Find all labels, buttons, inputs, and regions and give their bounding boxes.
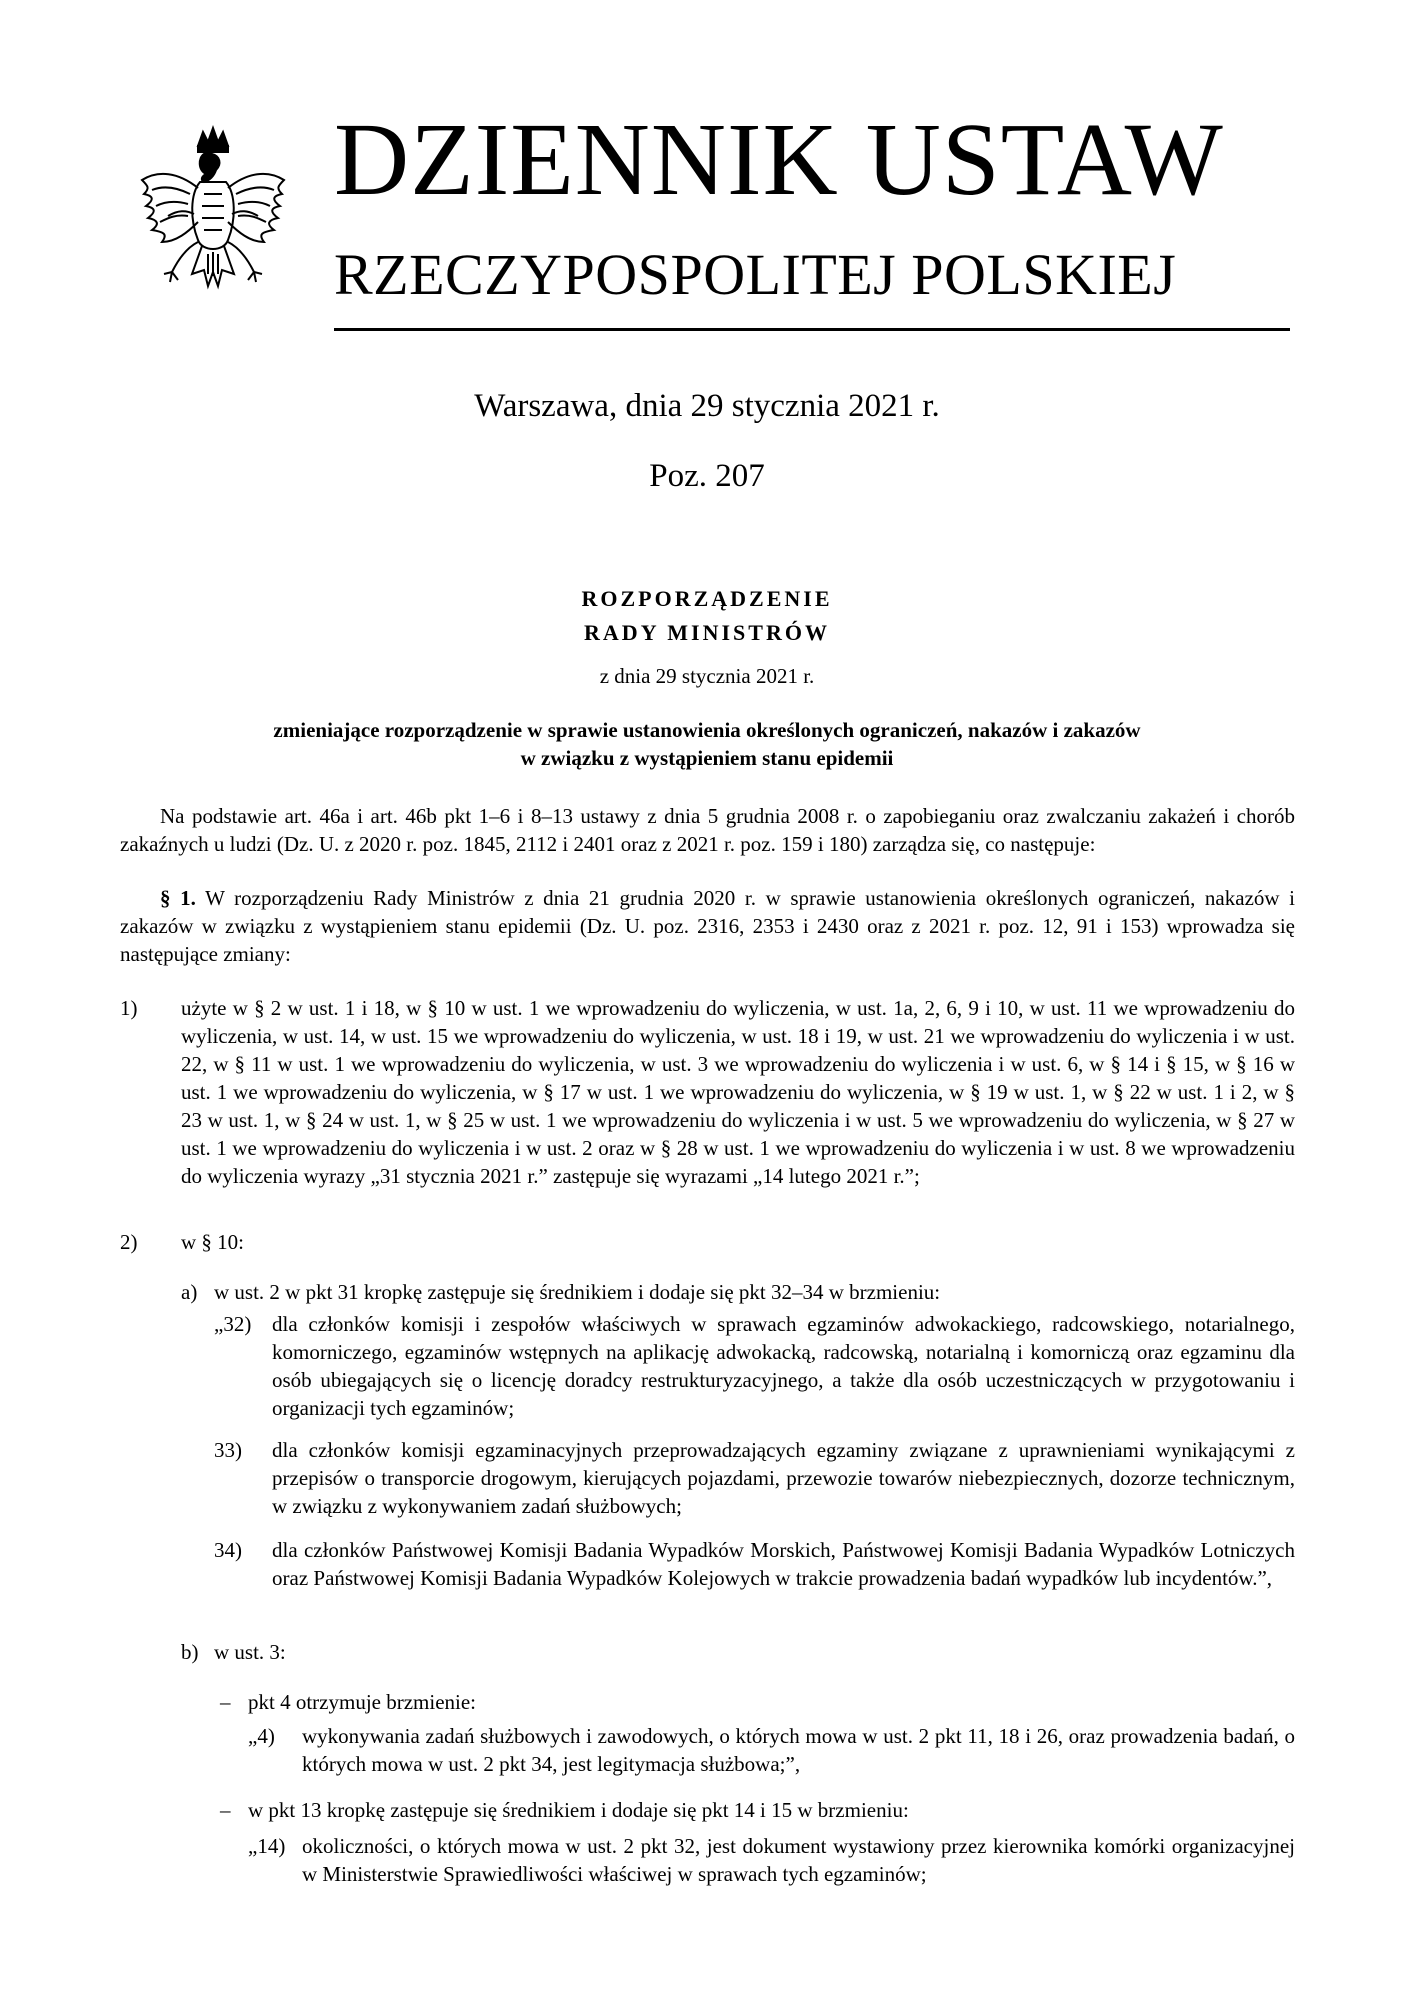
point-2-number: 2) [120, 1230, 138, 1254]
act-issuer: RADY MINISTRÓW [584, 620, 830, 645]
item-14-number: „14) [248, 1834, 286, 1858]
act-date: z dnia 29 stycznia 2021 r. [599, 664, 815, 688]
section-1-label: § 1. [160, 886, 196, 910]
letter-b-text: w ust. 3: [214, 1640, 286, 1664]
item-33-text: dla członków komisji egzaminacyjnych przeprowadzających egzaminy związane z uprawnieniami wynikającymi z przepisów o transporcie drogowym, kierujących pojazdami, przewozie towarów niebezpiecznych, dozorze technicznym, w związku z wykonywaniem zadań służbowych; [272, 1438, 1295, 1518]
section-1 [120, 884, 1295, 968]
publication-date: Warszawa, dnia 29 stycznia 2021 r. [474, 388, 940, 424]
act-subject [150, 716, 1264, 772]
act-type: ROZPORZĄDZENIE [581, 586, 833, 611]
item-34-text: dla członków Państwowej Komisji Badania Wypadków Morskich, Państwowej Komisji Badania Wypadków Lotniczych oraz Państwowej Komisji Badania Wypadków Kolejowych w trakcie prowadzenia badań wypadków lub incydentów.”, [272, 1538, 1295, 1590]
gazette-subtitle: RZECZYPOSPOLITEJ POLSKIEJ [334, 242, 1177, 307]
point-1-text: użyte w § 2 w ust. 1 i 18, w § 10 w ust. 1 we wprowadzeniu do wyliczenia, w ust. 1a, 2, 6, 9 i 10, w ust. 11 we wprowadzeniu do wyliczenia, w ust. 14, w ust. 15 we wprowadzeniu do wyliczenia, w ust. 18 i 19, w ust. 21 we wprowadzeniu do wyliczenia i w ust. 22, w § 11 w ust. 1 we wprowadzeniu do wyliczenia, w ust. 3 we wprowadzeniu do wyliczenia i w ust. 6, w § 14 i § 15, w § 16 w ust. 1 we wprowadzeniu do wyliczenia, w § 17 w ust. 1 we wprowadzeniu do wyliczenia, w § 19 w ust. 1, w § 22 w ust. 1 i 2, w § 23 w ust. 1, w § 24 w ust. 1, w § 25 w ust. 1 we wprowadzeniu do wyliczenia i w ust. 5 we wprowadzeniu do wyliczenia, w § 27 w ust. 1 we wprowadzeniu do wyliczenia i w ust. 2 oraz w § 28 w ust. 1 we wprowadzeniu do wyliczenia i w ust. 8 we wprowadzeniu do wyliczenia wyrazy „31 stycznia 2021 r.” zastępuje się wyrazami „14 lutego 2021 r.”; [181, 996, 1295, 1188]
dash-1-text: pkt 4 otrzymuje brzmienie: [248, 1690, 477, 1714]
point-1-number: 1) [120, 996, 138, 1020]
act-subject-line-1: zmieniające rozporządzenie w sprawie ustanowienia określonych ograniczeń, nakazów i zakazów [273, 718, 1141, 742]
section-1-text: W rozporządzeniu Rady Ministrów z dnia 21 grudnia 2020 r. w sprawie ustanowienia określonych ograniczeń, nakazów i zakazów w związku z wystąpieniem stanu epidemii (Dz. U. poz. 2316, 2353 i 2430 oraz z 2021 r. poz. 12, 91 i 153) wprowadza się następujące zmiany: [120, 886, 1295, 966]
position-number: Poz. 207 [649, 458, 765, 494]
dash-2-text: w pkt 13 kropkę zastępuje się średnikiem i dodaje się pkt 14 i 15 w brzmieniu: [248, 1798, 909, 1822]
polish-eagle-emblem-icon [128, 124, 298, 330]
masthead-divider [334, 328, 1290, 331]
letter-a-text: w ust. 2 w pkt 31 kropkę zastępuje się średnikiem i dodaje się pkt 32–34 w brzmieniu: [214, 1280, 941, 1304]
letter-b-marker: b) [181, 1640, 199, 1664]
letter-a-marker: a) [181, 1280, 198, 1304]
item-34-number: 34) [214, 1538, 242, 1562]
preamble: Na podstawie art. 46a i art. 46b pkt 1–6 i 8–13 ustawy z dnia 5 grudnia 2008 r. o zapobieganiu oraz zwalczaniu zakażeń i chorób zakaźnych u ludzi (Dz. U. z 2020 r. poz. 1845, 2112 i 2401 oraz z 2021 r. poz. 159 i 180) zarządza się, co następuje: [120, 804, 1295, 856]
dash-2-marker: – [220, 1798, 231, 1822]
item-32-number: „32) [214, 1312, 252, 1336]
item-14-text: okoliczności, o których mowa w ust. 2 pkt 32, jest dokument wystawiony przez kierownika komórki organizacyjnej w Ministerstwie Sprawiedliwości właściwej w sprawach tych egzaminów; [302, 1834, 1295, 1886]
dash-1-marker: – [220, 1690, 231, 1714]
point-2-text: w § 10: [181, 1230, 244, 1254]
item-4-number: „4) [248, 1724, 275, 1748]
item-32-text: dla członków komisji i zespołów właściwych w sprawach egzaminów adwokackiego, radcowskiego, notarialnego, komorniczego, egzaminów wstępnych na aplikację adwokacką, radcowską, notarialną i komorniczą oraz egzaminu dla osób ubiegających się o licencję doradcy restrukturyzacyjnego, a także dla osób uczestniczących w przygotowaniu i organizacji tych egzaminów; [272, 1312, 1295, 1420]
gazette-title: DZIENNIK USTAW [334, 102, 1224, 217]
act-subject-line-2: w związku z wystąpieniem stanu epidemii [520, 746, 894, 770]
item-33-number: 33) [214, 1438, 242, 1462]
item-4-text: wykonywania zadań służbowych i zawodowych, o których mowa w ust. 2 pkt 11, 18 i 26, oraz prowadzenia badań, o których mowa w ust. 2 pkt 34, jest legitymacja służbowa;”, [302, 1724, 1295, 1776]
